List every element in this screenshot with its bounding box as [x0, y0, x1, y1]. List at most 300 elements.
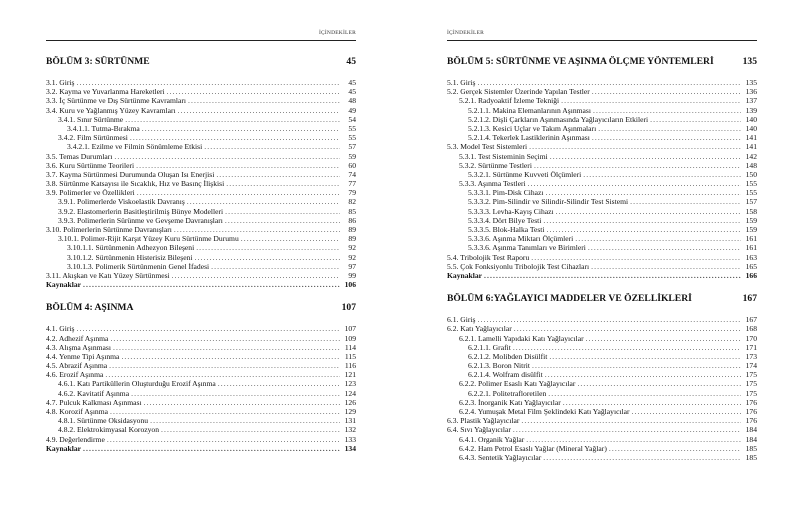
toc-page-number: 155	[745, 179, 757, 189]
toc-entry-title: 5.3.3.6. Aşınma Tanımları ve Birimleri	[468, 243, 586, 253]
toc-entry-title: 6.2.1.4. Wolfram disülfit	[468, 370, 543, 380]
toc-entry	[447, 161, 757, 170]
toc-entry	[447, 253, 757, 262]
dot-leader	[592, 87, 741, 96]
toc-entry	[46, 234, 356, 243]
toc-entry-title: 4.5. Abrazif Aşınma	[46, 361, 108, 371]
toc-page-number: 123	[344, 379, 356, 389]
toc-entry-title: 3.10.1.1. Sürtünmenin Adhezyon Bileşeni	[67, 243, 195, 253]
toc-entry-title: 5.4. Tribolojik Test Raporu	[447, 252, 530, 262]
toc-entry	[447, 262, 757, 271]
toc-right	[447, 56, 757, 462]
toc-page-number: 171	[745, 342, 757, 352]
toc-entry-title: 3.7. Kayma Sürtünmesi Durumunda Oluşan Isı Enerjisi	[46, 169, 215, 179]
toc-page-number: 85	[348, 206, 356, 216]
dot-leader	[650, 115, 741, 124]
toc-entry	[46, 379, 356, 388]
toc-entry	[46, 425, 356, 434]
toc-entry	[46, 161, 356, 170]
toc-entry-title: 5.2.1. Radyoaktif İzleme Tekniği	[459, 96, 560, 106]
dot-leader	[609, 444, 741, 453]
dot-leader	[136, 161, 340, 170]
toc-entry	[447, 124, 757, 133]
dot-leader	[150, 416, 340, 425]
dot-leader	[588, 243, 741, 252]
toc-entry	[46, 370, 356, 379]
toc-entry	[447, 133, 757, 142]
toc-page-number: 137	[745, 96, 757, 106]
dot-leader	[187, 197, 340, 206]
dot-leader	[83, 444, 340, 453]
toc-entry-title: 3.9. Polimerler ve Özellikleri	[46, 188, 135, 198]
dot-leader	[561, 96, 741, 105]
toc-entry-title: 3.6. Kuru Sürtünme Teorileri	[46, 160, 135, 170]
toc-page-number: 109	[344, 333, 356, 343]
toc-entry-title: Kaynaklar	[447, 270, 483, 280]
toc-entry-title: 3.10.1. Polimer-Rijit Karşıt Yüzey Kuru Sürtünme Durumu	[58, 234, 239, 244]
toc-page-number: 74	[348, 169, 356, 179]
toc-entry-title: 3.11. Akışkan ve Katı Yüzey Sürtünmesi	[46, 270, 170, 280]
toc-entry-title: 3.10.1.3. Polimerik Sürtünmenin Genel İfadesi	[67, 261, 210, 271]
toc-entry	[46, 407, 356, 416]
dot-leader	[577, 379, 741, 388]
toc-page-number: 148	[745, 160, 757, 170]
toc-entry-title: 6.2.2. Polimer Esaslı Katı Yağlayıcılar	[459, 379, 576, 389]
toc-entry	[46, 188, 356, 197]
toc-page-number: 140	[745, 123, 757, 133]
toc-entry-title: 5.3.3.4. Dört Bilye Testi	[468, 215, 542, 225]
dot-leader	[528, 179, 741, 188]
toc-entry	[447, 225, 757, 234]
toc-page-number: 129	[344, 407, 356, 416]
dot-leader	[526, 435, 741, 444]
chapter-title: BÖLÜM 6:YAĞLAYICI MADDELER VE ÖZELLİKLERİ	[447, 293, 692, 305]
toc-entry	[447, 142, 757, 151]
toc-page-number: 133	[344, 434, 356, 444]
dot-leader	[586, 334, 741, 343]
toc-entry-title: 5.3.3. Aşınma Testleri	[459, 179, 526, 189]
dot-leader	[196, 243, 340, 252]
toc-entry-title: 4.3. Alışma Aşınması	[46, 342, 111, 352]
dot-leader	[161, 425, 340, 434]
toc-page-number: 89	[348, 234, 356, 244]
toc-entry	[46, 179, 356, 188]
toc-entry-title: 5.3.3.2. Pim-Silindir ve Silindir-Silindir Test Sistemi	[468, 197, 629, 207]
dot-leader	[178, 106, 340, 115]
dot-leader	[216, 170, 340, 179]
toc-page-number: 176	[745, 416, 757, 426]
toc-entry	[447, 152, 757, 161]
dot-leader	[556, 207, 741, 216]
toc-left	[46, 56, 356, 453]
toc-entry	[447, 170, 757, 179]
toc-entry-title: 6.2.1.3. Boron Nitrit	[468, 361, 531, 371]
heading-spacer	[46, 314, 356, 324]
toc-entry-title: 4.8. Korozif Aşınma	[46, 407, 109, 416]
dot-leader	[543, 453, 741, 462]
dot-leader	[484, 271, 741, 280]
toc-page-number: 150	[745, 169, 757, 179]
references-entry	[447, 271, 757, 280]
toc-page-number: 157	[745, 197, 757, 207]
dot-leader	[172, 271, 340, 280]
dot-leader	[144, 398, 340, 407]
toc-page-number: 126	[344, 397, 356, 407]
dot-leader	[529, 142, 741, 151]
dot-leader	[204, 142, 340, 151]
toc-entry	[447, 379, 757, 388]
toc-entry-title: 6.2.3. İnorganik Katı Yağlayıcılar	[459, 397, 561, 407]
toc-page-number: 174	[745, 361, 757, 371]
dot-leader	[598, 124, 741, 133]
toc-entry	[46, 124, 356, 133]
toc-entry-title: 5.2.1.4. Tekerlek Lastiklerinin Aşınması	[468, 133, 590, 143]
chapter-page-number: 167	[742, 293, 757, 305]
toc-entry	[46, 271, 356, 280]
toc-entry-title: 6.1. Giriş	[447, 315, 476, 325]
toc-page-number: 167	[745, 315, 757, 325]
toc-page-number: 99	[348, 270, 356, 280]
chapter-title: BÖLÜM 3: SÜRTÜNME	[46, 56, 150, 67]
toc-entry	[46, 262, 356, 271]
left-page	[46, 0, 356, 524]
toc-page-number: 158	[745, 206, 757, 216]
dot-leader	[547, 225, 741, 234]
dot-leader	[137, 188, 340, 197]
toc-entry-title: 5.3.3.3. Levha-Kayış Cihazı	[468, 206, 554, 216]
toc-entry	[447, 87, 757, 96]
toc-entry	[46, 142, 356, 151]
toc-entry	[46, 389, 356, 398]
dot-leader	[591, 262, 741, 271]
dot-leader	[241, 234, 340, 243]
toc-page-number: 115	[344, 351, 356, 361]
dot-leader	[113, 343, 340, 352]
dot-leader	[114, 152, 340, 161]
toc-page-number: 159	[745, 215, 757, 225]
toc-page-number: 184	[745, 425, 757, 435]
toc-entry	[46, 352, 356, 361]
dot-leader	[593, 106, 741, 115]
toc-entry-title: 6.2.1.1. Grafit	[468, 342, 511, 352]
dot-leader	[110, 334, 340, 343]
dot-leader	[632, 407, 741, 416]
dot-leader	[226, 179, 340, 188]
toc-entry-title: 4.8.1. Sürtünme Oksidasyonu	[58, 416, 149, 426]
dot-leader	[549, 352, 741, 361]
toc-entry	[46, 152, 356, 161]
toc-entry	[46, 334, 356, 343]
chapter-heading	[447, 56, 757, 67]
toc-page-number: 124	[344, 388, 356, 398]
toc-entry	[46, 78, 356, 87]
toc-entry	[447, 361, 757, 370]
running-head: İÇİNDEKİLER	[447, 30, 757, 41]
toc-page-number: 173	[745, 351, 757, 361]
toc-entry	[447, 407, 757, 416]
toc-entry	[447, 389, 757, 398]
toc-page-number: 92	[348, 252, 356, 262]
toc-entry-title: 4.2. Adhezif Aşınma	[46, 333, 109, 343]
toc-entry-title: 3.5. Temas Durumları	[46, 151, 113, 161]
toc-entry	[46, 343, 356, 352]
toc-entry	[46, 207, 356, 216]
section-spacer	[46, 289, 356, 302]
toc-entry-title: 5.5. Çok Fonksiyonlu Tribolojik Test Cihazları	[447, 261, 590, 271]
dot-leader	[477, 78, 741, 87]
toc-entry	[447, 370, 757, 379]
toc-entry	[46, 324, 356, 333]
toc-page-number: 175	[745, 388, 757, 398]
dot-leader	[592, 133, 741, 142]
toc-entry	[447, 188, 757, 197]
toc-entry-title: 5.2.1.1. Makina Elemanlarının Aşınması	[468, 105, 591, 115]
toc-page-number: 55	[348, 133, 356, 143]
toc-entry-title: 6.4. Sıvı Yağlayıcılar	[447, 425, 511, 435]
toc-entry	[46, 106, 356, 115]
toc-entry-title: 4.9. Değerlendirme	[46, 434, 105, 444]
toc-entry	[46, 398, 356, 407]
dot-leader	[477, 315, 741, 324]
toc-page-number: 161	[745, 234, 757, 244]
toc-entry	[447, 334, 757, 343]
toc-page-number: 86	[348, 215, 356, 225]
toc-entry	[447, 179, 757, 188]
toc-entry	[447, 96, 757, 105]
dot-leader	[83, 280, 340, 289]
toc-entry	[447, 315, 757, 324]
toc-entry-title: 3.4. Kuru ve Yağlanmış Yüzey Kavramları	[46, 105, 176, 115]
dot-leader	[532, 361, 741, 370]
chapter-page-number: 107	[341, 302, 356, 314]
toc-entry-title: 4.6.2. Kavitatif Aşınma	[58, 388, 130, 398]
heading-spacer	[447, 68, 757, 78]
toc-entry	[447, 444, 757, 453]
toc-page-number: 140	[745, 114, 757, 124]
toc-entry-title: 3.3. İç Sürtünme ve Dış Sürtünme Kavramları	[46, 96, 187, 106]
dot-leader	[225, 207, 340, 216]
heading-spacer	[447, 305, 757, 315]
dot-leader	[514, 324, 741, 333]
toc-entry	[46, 243, 356, 252]
toc-entry-title: 6.4.3. Sentetik Yağlayıcılar	[459, 452, 542, 462]
toc-page-number: 139	[745, 105, 757, 115]
section-spacer	[447, 280, 757, 293]
chapter-heading	[46, 56, 356, 67]
toc-entry-title: 5.3.3.6. Aşınma Miktarı Ölçümleri	[468, 234, 574, 244]
toc-entry	[447, 425, 757, 434]
toc-entry-title: 5.2.1.2. Dişli Çarkların Aşınmasında Yağlayıcıların Etkileri	[468, 114, 649, 124]
toc-page-number: 141	[745, 142, 757, 152]
references-entry	[46, 444, 356, 453]
toc-page-number: 45	[348, 78, 356, 87]
toc-entry	[46, 87, 356, 96]
toc-page-number: 106	[344, 280, 356, 290]
toc-entry-title: 5.3.3.5. Blok-Halka Testi	[468, 225, 545, 234]
toc-page-number: 121	[344, 370, 356, 380]
toc-entry-title: 3.10. Polimerlerin Sürtünme Davranışları	[46, 225, 172, 234]
toc-entry	[46, 170, 356, 179]
toc-entry	[447, 352, 757, 361]
dot-leader	[218, 379, 340, 388]
dot-leader	[543, 216, 741, 225]
toc-page-number: 131	[344, 416, 356, 426]
toc-entry	[447, 324, 757, 333]
toc-page-number: 163	[745, 252, 757, 262]
chapter-page-number: 135	[742, 56, 757, 67]
toc-page-number: 185	[745, 443, 757, 453]
toc-page-number: 60	[348, 160, 356, 170]
toc-page-number: 132	[344, 425, 356, 435]
running-head: İÇİNDEKİLER	[46, 30, 356, 41]
toc-entry	[447, 398, 757, 407]
dot-leader	[110, 407, 340, 416]
chapter-title: BÖLÜM 4: AŞINMA	[46, 302, 134, 314]
toc-entry	[447, 78, 757, 87]
toc-entry-title: 5.2. Gerçek Sistemler Üzerinde Yapılan Testler	[447, 87, 590, 97]
dot-leader	[76, 78, 340, 87]
toc-entry	[46, 133, 356, 142]
toc-page-number: 165	[745, 261, 757, 271]
toc-page-number: 57	[348, 142, 356, 152]
toc-entry-title: 5.1. Giriş	[447, 78, 476, 87]
toc-page-number: 185	[745, 452, 757, 462]
toc-entry	[46, 416, 356, 425]
heading-spacer	[46, 68, 356, 78]
dot-leader	[545, 370, 741, 379]
dot-leader	[550, 152, 741, 161]
toc-entry-title: 4.6.1. Katı Partiküllerin Oluşturduğu Erozif Aşınma	[58, 379, 216, 389]
toc-entry-title: 5.3.2. Sürtünme Testleri	[459, 160, 532, 170]
toc-page-number: 176	[745, 397, 757, 407]
toc-page-number: 79	[348, 188, 356, 198]
chapter-page-number: 45	[346, 56, 356, 67]
toc-page-number: 116	[344, 361, 356, 371]
toc-entry	[447, 343, 757, 352]
toc-page-number: 141	[745, 133, 757, 143]
chapter-heading	[46, 302, 356, 313]
toc-entry-title: 4.1. Giriş	[46, 324, 75, 334]
toc-entry-title: 3.9.2. Elastomerlerin Basitleştirilmiş Bünye Modelleri	[58, 206, 224, 216]
toc-page-number: 168	[745, 324, 757, 334]
dot-leader	[563, 398, 741, 407]
toc-page-number: 92	[348, 243, 356, 253]
toc-entry-title: 3.4.2. Film Sürtünmesi	[58, 133, 128, 143]
toc-entry	[46, 253, 356, 262]
toc-entry	[46, 197, 356, 206]
toc-page-number: 184	[745, 434, 757, 444]
toc-entry	[46, 96, 356, 105]
toc-entry-title: 3.9.1. Polimerlerde Viskoelastik Davranış	[58, 197, 185, 207]
toc-entry-title: 6.2. Katı Yağlayıcılar	[447, 324, 512, 334]
toc-entry-title: 5.3. Model Test Sistemleri	[447, 142, 528, 152]
toc-entry	[447, 197, 757, 206]
toc-entry-title: Kaynaklar	[46, 443, 82, 453]
dot-leader	[131, 389, 340, 398]
toc-entry-title: 3.1. Giriş	[46, 78, 75, 87]
toc-page-number: 155	[745, 188, 757, 198]
toc-page-number: 161	[745, 243, 757, 253]
dot-leader	[575, 234, 741, 243]
toc-page-number: 114	[344, 342, 356, 352]
toc-entry-title: 3.4.1. Sınır Sürtünme	[58, 114, 124, 124]
dot-leader	[513, 343, 741, 352]
right-page	[447, 0, 757, 524]
toc-page-number: 45	[348, 87, 356, 97]
dot-leader	[531, 253, 741, 262]
dot-leader	[76, 324, 340, 333]
toc-entry-title: 5.3.2.1. Sürtünme Kuvveti Ölçümleri	[468, 169, 582, 179]
toc-entry	[46, 216, 356, 225]
toc-entry	[447, 207, 757, 216]
dot-leader	[546, 188, 741, 197]
toc-entry-title: 3.10.1.2. Sürtünmenin Histerisiz Bileşeni	[67, 252, 193, 262]
toc-entry	[447, 106, 757, 115]
dot-leader	[174, 225, 340, 234]
dot-leader	[130, 133, 340, 142]
toc-page-number: 49	[348, 105, 356, 115]
dot-leader	[121, 352, 340, 361]
dot-leader	[167, 87, 340, 96]
toc-entry	[46, 115, 356, 124]
toc-entry-title: 5.3.1. Test Sisteminin Seçimi	[459, 151, 548, 161]
toc-page-number: 107	[344, 324, 356, 334]
toc-entry-title: 4.4. Yenme Tipi Aşınma	[46, 351, 120, 361]
toc-page-number: 77	[348, 179, 356, 189]
references-entry	[46, 280, 356, 289]
toc-entry	[447, 435, 757, 444]
dot-leader	[583, 170, 741, 179]
toc-entry-title: 6.4.2. Ham Petrol Esaslı Yağlar (Mineral Yağlar)	[459, 443, 607, 453]
toc-entry-title: 3.4.1.1. Tutma-Bırakma	[67, 123, 140, 133]
toc-entry	[46, 225, 356, 234]
toc-page-number: 82	[348, 197, 356, 207]
toc-entry	[447, 115, 757, 124]
dot-leader	[125, 115, 340, 124]
toc-entry	[46, 435, 356, 444]
toc-entry-title: 6.2.1. Lamelli Yapıdaki Katı Yağlayıcılar	[459, 333, 584, 343]
dot-leader	[225, 216, 340, 225]
toc-entry	[447, 416, 757, 425]
dot-leader	[534, 161, 741, 170]
dot-leader	[188, 96, 340, 105]
toc-entry-title: 3.4.2.1. Ezilme ve Filmin Sönümleme Etkisi	[67, 142, 203, 152]
toc-entry-title: 4.8.2. Elektrokimyasal Korozyon	[58, 425, 160, 435]
toc-entry-title: 5.3.3.1. Pim-Disk Cihazı	[468, 188, 544, 198]
toc-entry-title: 3.8. Sürtünme Katsayısı ile Sıcaklık, Hız ve Basınç İlişkisi	[46, 179, 225, 189]
toc-page-number: 166	[745, 270, 757, 280]
toc-page-number: 159	[745, 225, 757, 234]
toc-page-number: 134	[344, 443, 356, 453]
toc-entry-title: 6.2.4. Yumuşak Metal Film Şeklindeki Katı Yağlayıcılar	[459, 407, 630, 416]
toc-entry	[447, 234, 757, 243]
toc-entry-title: 4.7. Pulcuk Kalkması Aşınması	[46, 397, 142, 407]
toc-page-number: 136	[745, 87, 757, 97]
toc-page-number: 176	[745, 407, 757, 416]
toc-entry-title: 3.2. Kayma ve Yuvarlanma Hareketleri	[46, 87, 165, 97]
toc-entry-title: 6.2.1.2. Molibden Disülfit	[468, 351, 548, 361]
toc-page-number: 89	[348, 225, 356, 234]
chapter-heading	[447, 293, 757, 304]
dot-leader	[521, 416, 741, 425]
toc-entry	[447, 243, 757, 252]
toc-entry-title: 3.9.3. Polimerlerin Sürünme ve Gevşeme Davranışları	[58, 215, 223, 225]
toc-page-number: 175	[745, 379, 757, 389]
dot-leader	[105, 370, 340, 379]
toc-page-number: 54	[348, 114, 356, 124]
dot-leader	[142, 124, 340, 133]
dot-leader	[211, 262, 340, 271]
